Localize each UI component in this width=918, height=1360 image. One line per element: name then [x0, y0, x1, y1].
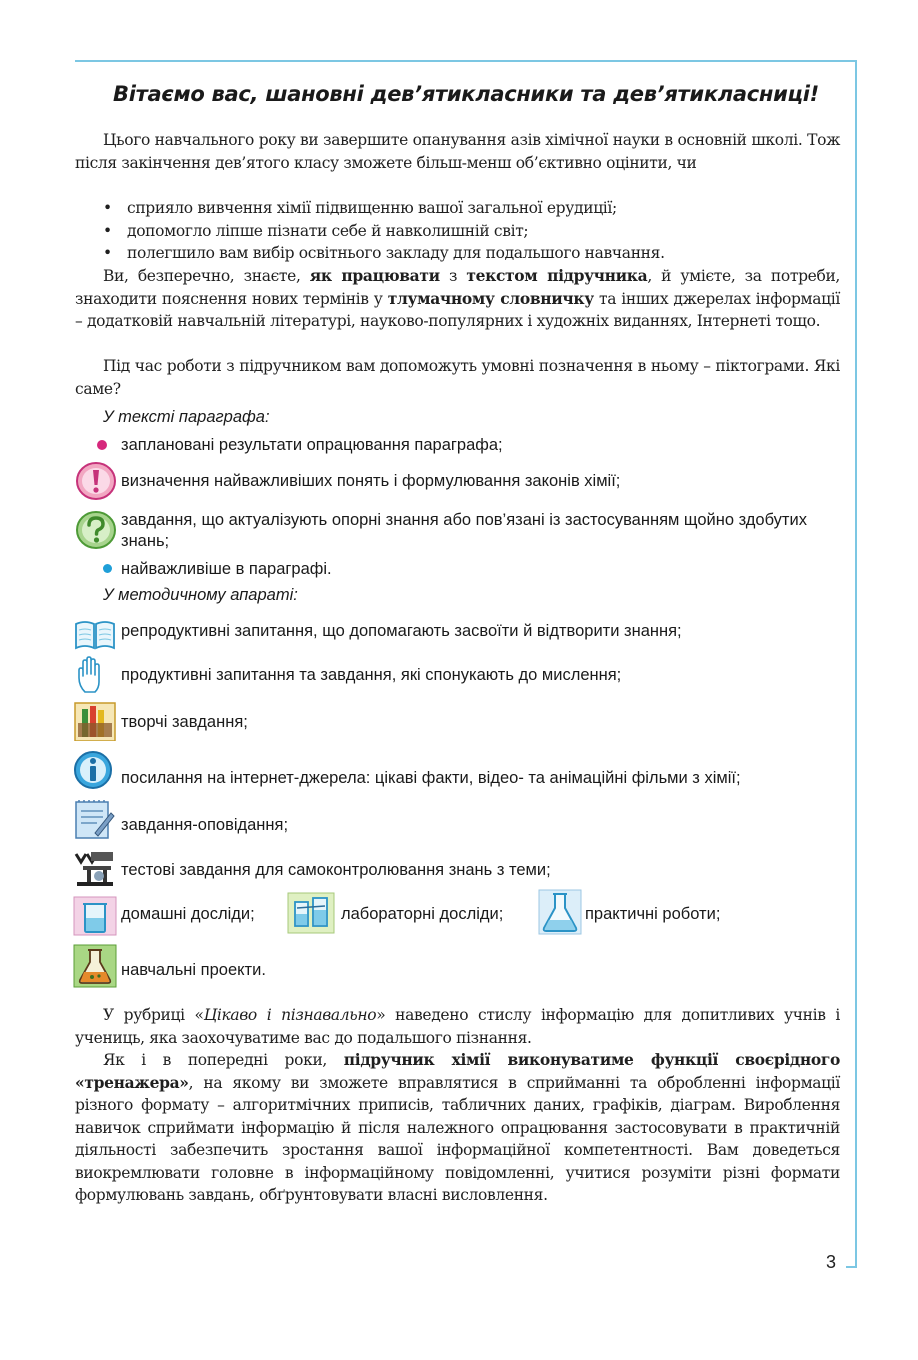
- page-number-tick: [846, 1266, 857, 1268]
- text-item-definitions: визначення найважливіших понять і формулювання законів хімії;: [121, 472, 621, 490]
- book-icon: [73, 614, 117, 654]
- method-item-tests: тестові завдання для самоконтролювання знань з теми;: [121, 861, 551, 879]
- list-item: • сприяло вивчення хімії підвищенню вашої загальної ерудиції;: [75, 197, 840, 220]
- text-section-label: У тексті параграфа:: [103, 408, 270, 426]
- hand-icon: [73, 656, 117, 696]
- page-number: 3: [826, 1252, 837, 1272]
- bullet-dot: •: [103, 199, 112, 217]
- text-item-tasks: завдання, що актуалізують опорні знання або пов’язані із застосуванням щойно здобутих знань;: [121, 511, 807, 550]
- beaker-icon: [73, 896, 117, 936]
- text-item-important: найважливіше в параграфі.: [121, 560, 332, 578]
- method-item-story: завдання-оповідання;: [121, 816, 289, 834]
- list-item: • полегшило вам вибір освітнього закладу для подальшого навчання.: [75, 242, 840, 265]
- intro-paragraph: Цього навчального року ви завершите опанування азів хімічної науки в основній школі. Тож після закінчення дев’ятого класу зможете більш-менш об’єктивно оцінити, чи: [75, 131, 840, 172]
- method-item-creative: творчі завдання;: [121, 713, 248, 731]
- frame-top-border: [75, 60, 857, 62]
- bullet-dot: •: [103, 244, 112, 262]
- method-item-projects: навчальні проекти.: [121, 961, 266, 979]
- experiment-lab: лабораторні досліди;: [341, 905, 504, 923]
- interesting-rubric-paragraph: У рубриці «Цікаво і пізнавально» наведено стислу інформацію для допитливих учнів і учениць, яка заохочуватиме вас до подальшого пізнання.: [75, 1006, 840, 1047]
- lab-glassware-icon: [287, 892, 335, 934]
- pink-dot-icon: [97, 440, 107, 450]
- question-icon: [74, 510, 118, 550]
- bullet-dot: •: [103, 221, 112, 240]
- blue-dot-icon: [103, 564, 112, 573]
- info-icon: [73, 750, 117, 790]
- method-section-label: У методичному апараті:: [103, 586, 298, 604]
- method-item-reproductive: репродуктивні запитання, що допомагають засвоїти й відтворити знання;: [121, 622, 682, 640]
- list-item: • допомогло ліпше пізнати себе й навколишній світ;: [75, 220, 840, 243]
- notepad-icon: [73, 799, 117, 839]
- test-icon: [73, 848, 117, 888]
- project-flask-icon: [73, 944, 117, 988]
- experiment-practical: практичні роботи;: [585, 905, 721, 923]
- page-title: Вітаємо вас, шановні дев’ятикласники та дев’ятикласниці!: [113, 82, 819, 106]
- pencils-icon: [73, 701, 117, 741]
- bullet-list: [75, 197, 840, 265]
- frame-right-border: [855, 60, 857, 1267]
- method-item-internet: посилання на інтернет-джерела: цікаві факти, відео- та анімаційні фільми з хімії;: [121, 769, 741, 787]
- textbook-usage-paragraph: Ви, безперечно, знаєте, як працювати з текстом підручника, й умієте, за потреби, знаходити пояснення нових термінів у тлумачному словничку та інших джерелах інформації – додатковій навчальній літературі, науково-популярних і художніх виданнях, Інтернеті тощо.: [75, 266, 841, 330]
- experiment-home: домашні досліди;: [121, 905, 255, 923]
- method-item-productive: продуктивні запитання та завдання, які спонукають до мислення;: [121, 666, 622, 684]
- flask-icon: [538, 889, 582, 935]
- exclamation-icon: [74, 461, 118, 501]
- trainer-paragraph: Як і в попередні роки, підручник хімії виконуватиме функції своєрідного «тренажера», на якому ви зможете вправлятися в сприйманні та обробленні інформації різного формату – алгоритмічних приписів, табличних даних, графіків, діаграм. Вироблення навичок сприймати інформацію й після належного опрацювання застосовувати в практичній діяльності забезпечить зростання вашої інформаційної компетентності. Вам доведеться виокремлювати головне в інформаційному повідомленні, учитися розуміти різні формати формулювань завдань, обґрунтовувати власні висловлення.: [75, 1050, 840, 1204]
- text-item-results: заплановані результати опрацювання параграфа;: [121, 436, 503, 454]
- pictograms-paragraph: Під час роботи з підручником вам допоможуть умовні позначення в ньому – піктограми. Які саме?: [75, 357, 840, 398]
